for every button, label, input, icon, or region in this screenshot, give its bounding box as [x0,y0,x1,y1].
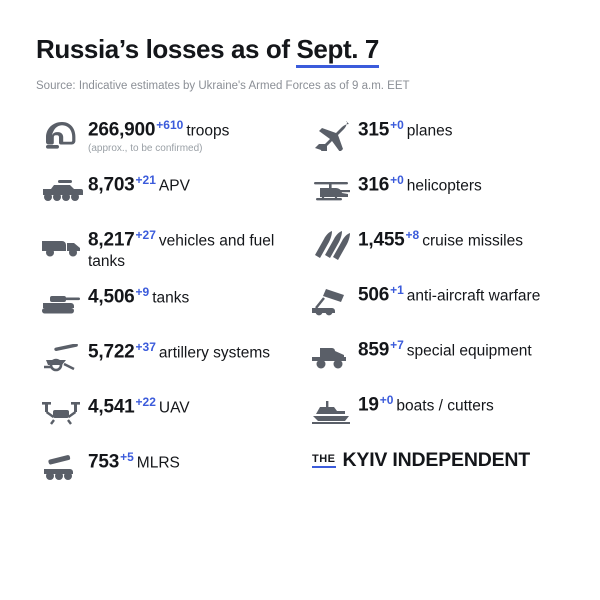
stat-mlrs [88,448,180,474]
stat-delta: +21 [135,173,156,188]
stat-delta: +0 [390,118,404,133]
stat-cruise-missiles [358,226,523,252]
stat-note: (approx., to be confirmed) [88,143,203,155]
anti-aircraft-icon [306,281,358,321]
page-title-prefix: Russia’s losses as of [36,34,297,64]
stat-label: planes [406,122,453,140]
stat-special-equipment [358,336,532,362]
drone-icon [36,393,88,433]
logo-the-text: THE [312,453,336,468]
stat-apv [88,171,190,197]
helmet-icon [36,116,88,156]
logo-name-text: KYIV INDEPENDENT [342,449,530,472]
stat-tanks [88,283,189,309]
mlrs-icon [36,448,88,488]
fuel-truck-icon [36,226,88,266]
stat-row-tanks [36,283,294,327]
stat-planes [358,116,452,142]
stats-column-right [300,116,564,503]
stat-row-uav [36,393,294,437]
stat-value: 19 [358,394,379,416]
helicopter-icon [306,171,358,211]
stat-delta: +7 [390,338,404,353]
stat-value: 316 [358,174,390,196]
special-equipment-icon [306,336,358,376]
kyiv-independent-logo [306,449,564,472]
stat-delta: +22 [135,395,156,410]
stat-delta: +1 [390,283,404,298]
stat-value: 859 [358,339,390,361]
stat-label: UAV [158,399,190,417]
stat-row-artillery [36,338,294,382]
stat-anti-aircraft [358,281,540,307]
stat-label: anti-aircraft warfare [406,287,541,305]
stat-value: 4,506 [88,286,135,308]
stat-label: troops [186,122,230,140]
stat-uav [88,393,190,419]
stat-value: 4,541 [88,396,135,418]
stat-vehicles [88,226,294,272]
stat-label: special equipment [406,342,532,360]
missiles-icon [306,226,358,266]
plane-icon [306,116,358,156]
stat-delta: +5 [120,450,134,465]
tank-icon [36,283,88,323]
stat-delta: +8 [405,228,420,243]
stat-value: 266,900 [88,119,156,141]
source-note: Source: Indicative estimates by Ukraine's Armed Forces as of 9 a.m. EET [36,80,410,93]
stats-column-left [36,116,300,503]
stat-row-vehicles [36,226,294,272]
stat-delta: +0 [390,173,404,188]
stat-label: tanks [152,289,190,307]
stat-artillery [88,338,270,364]
stat-delta: +610 [156,118,184,133]
artillery-icon [36,338,88,378]
page-title-date: Sept. 7 [296,34,378,68]
stat-value: 1,455 [358,229,405,251]
stat-delta: +0 [379,393,394,408]
stat-row-anti-aircraft [306,281,564,325]
stat-value: 5,722 [88,341,135,363]
stat-label: vehicles and fuel tanks [88,232,275,271]
stat-row-boats [306,391,564,435]
stat-delta: +27 [135,228,156,243]
stat-row-cruise-missiles [306,226,564,270]
stat-label: APV [158,177,190,195]
stat-value: 315 [358,119,390,141]
stat-delta: +37 [135,340,156,355]
stat-boats [358,391,494,417]
stat-row-troops [36,116,294,160]
stat-value: 8,703 [88,174,135,196]
stat-label: cruise missiles [422,232,523,250]
stat-label: boats / cutters [396,397,494,415]
stat-row-planes [306,116,564,160]
page-title [36,34,564,65]
stat-row-apv [36,171,294,215]
stat-label: helicopters [406,177,482,195]
stat-label: MLRS [136,454,180,472]
stat-troops [88,116,229,156]
stat-row-helicopters [306,171,564,215]
stats-columns [36,116,564,503]
stat-row-mlrs [36,448,294,492]
stat-delta: +9 [135,285,150,300]
boat-icon [306,391,358,431]
stat-value: 506 [358,284,390,306]
stat-helicopters [358,171,482,197]
stat-value: 753 [88,451,120,473]
apc-icon [36,171,88,211]
stat-label: artillery systems [158,344,271,362]
stat-value: 8,217 [88,229,135,251]
stat-row-special-equipment [306,336,564,380]
